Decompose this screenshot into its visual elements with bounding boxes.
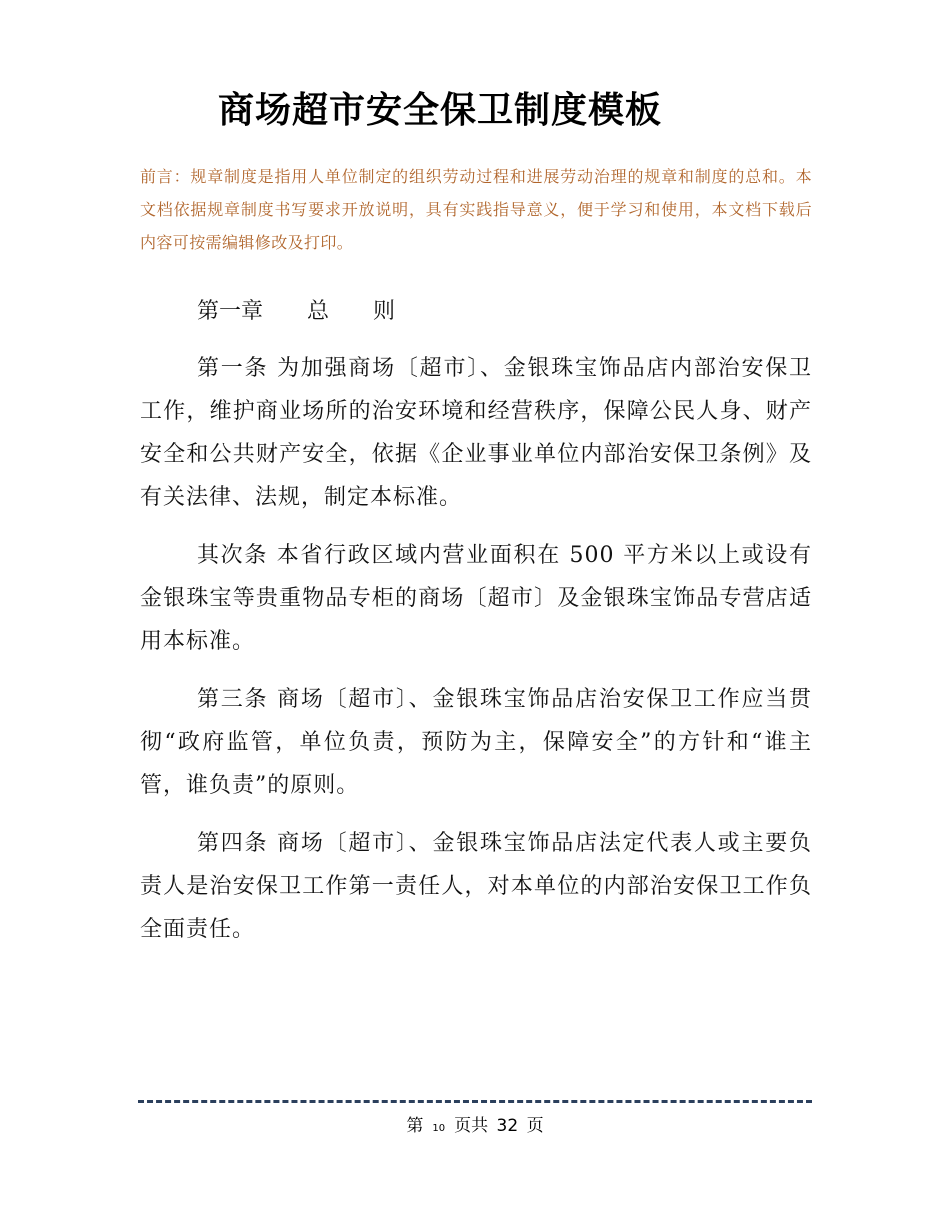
- footer-current-page: 10: [432, 1123, 446, 1134]
- chapter-heading: 第一章 总 则: [197, 299, 396, 324]
- article-paragraph-1: 第一条 为加强商场〔超市〕、金银珠宝饰品店内部治安保卫工作，维护商业场所的治安环境和经营秩序，保障公民人身、财产安全和公共财产安全，依据《企业事业单位内部治安保卫条例》及有关法律、法规，制定本标准。: [140, 356, 812, 510]
- footer-total-pages: 32: [496, 1116, 519, 1136]
- article-paragraph-4: 第四条 商场〔超市〕、金银珠宝饰品店法定代表人或主要负责人是治安保卫工作第一责任人，对本单位的内部治安保卫工作负全面责任。: [140, 831, 812, 942]
- footer-middle: 页共: [454, 1116, 489, 1136]
- footer-suffix: 页: [526, 1116, 544, 1136]
- page-footer: [0, 1111, 950, 1136]
- footer-divider: [138, 1100, 812, 1103]
- document-title: 商场超市安全保卫制度模板: [217, 90, 662, 131]
- article-paragraph-2: 其次条 本省行政区域内营业面积在 500 平方米以上或设有金银珠宝等贵重物品专柜的商场〔超市〕及金银珠宝饰品专营店适用本标准。: [140, 543, 812, 654]
- footer-prefix: 第: [406, 1116, 424, 1136]
- article-paragraph-3: 第三条 商场〔超市〕、金银珠宝饰品店治安保卫工作应当贯彻“政府监管，单位负责，预防为主，保障安全”的方针和“谁主管，谁负责”的原则。: [140, 687, 812, 798]
- preface-text: 前言：规章制度是指用人单位制定的组织劳动过程和进展劳动治理的规章和制度的总和。本文档依据规章制度书写要求开放说明，具有实践指导意义，便于学习和使用，本文档下载后内容可按需编辑修改及打印。: [140, 167, 812, 252]
